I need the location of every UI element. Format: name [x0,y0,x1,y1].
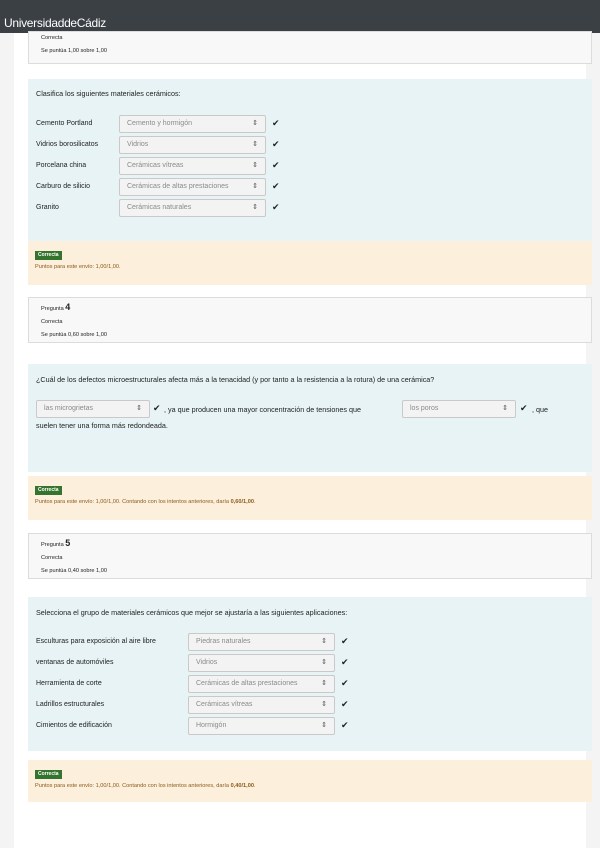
check-icon: ✔ [272,202,280,212]
match-row-label: Herramienta de corte [36,680,102,687]
check-icon: ✔ [520,403,528,413]
feedback-text: Puntos para este envío: 1,00/1,00. Contando con los intentos anteriores, daría 0,40/1,00. [35,783,256,789]
answer-select[interactable]: las microgrietas ⇕ [36,400,150,418]
question-3-feedback [28,241,592,285]
feedback-text: Puntos para este envío: 1,00/1,00. [35,264,121,270]
question-3-content [28,79,592,265]
answer-select[interactable]: Hormigón ⇕ [188,717,335,735]
question-text: , ya que producen una mayor concentración de tensiones que [164,405,361,414]
top-navbar [0,0,600,33]
answer-select[interactable]: Vidrios ⇕ [188,654,335,672]
university-logo[interactable]: UniversidaddeCádiz [4,16,106,30]
select-caret-icon: ⇕ [321,659,327,666]
question-score: Se puntúa 1,00 sobre 1,00 [41,48,107,54]
check-icon: ✔ [341,720,349,730]
question-number: Pregunta 5 [41,538,71,548]
question-4-prompt: ¿Cuál de los defectos microestructurales afecta más a la tenacidad (y por tanto a la resistencia a la rotura) de una cerámica? [36,375,435,384]
select-caret-icon: ⇕ [321,638,327,645]
quiz-review-page [14,33,586,848]
match-row-label: Ladrillos estructurales [36,701,105,708]
select-caret-icon: ⇕ [252,204,258,211]
check-icon: ✔ [341,678,349,688]
select-caret-icon: ⇕ [252,162,258,169]
match-row-label: Vidrios borosilicatos [36,141,99,148]
check-icon: ✔ [341,699,349,709]
select-caret-icon: ⇕ [321,701,327,708]
feedback-correct-badge: Correcta [35,251,62,260]
question-5-feedback [28,760,592,802]
answer-select[interactable]: Vidrios ⇕ [119,136,266,154]
check-icon: ✔ [341,636,349,646]
question-score: Se puntúa 0,40 sobre 1,00 [41,568,107,574]
select-caret-icon: ⇕ [252,120,258,127]
select-caret-icon: ⇕ [252,183,258,190]
answer-select[interactable]: Cemento y hormigón ⇕ [119,115,266,133]
select-caret-icon: ⇕ [321,722,327,729]
question-status: Correcta [41,555,63,561]
select-caret-icon: ⇕ [252,141,258,148]
question-text: , que [532,405,548,414]
match-row-label: ventanas de automóviles [36,659,114,666]
answer-select[interactable]: Cerámicas naturales ⇕ [119,199,266,217]
match-row-label: Granito [36,204,59,211]
question-status: Correcta [41,319,63,325]
answer-select[interactable]: Piedras naturales ⇕ [188,633,335,651]
feedback-text: Puntos para este envío: 1,00/1,00. Contando con los intentos anteriores, daría 0,60/1,00. [35,499,256,505]
check-icon: ✔ [272,160,280,170]
match-row-label: Carburo de silicio [36,183,91,190]
answer-select[interactable]: los poros ⇕ [402,400,516,418]
match-row-label: Cemento Portland [36,120,93,127]
check-icon: ✔ [153,403,161,413]
question-5-info [28,533,592,579]
question-3-prompt: Clasifica los siguientes materiales cerámicos: [36,89,181,98]
match-row-label: Esculturas para exposición al aire libre [36,638,156,645]
select-caret-icon: ⇕ [136,405,142,412]
answer-select[interactable]: Cerámicas vítreas ⇕ [119,157,266,175]
question-score: Se puntúa 0,60 sobre 1,00 [41,332,107,338]
answer-select[interactable]: Cerámicas de altas prestaciones ⇕ [188,675,335,693]
question-4-info [28,297,592,343]
feedback-score: 0,60/1,00 [230,499,254,505]
select-caret-icon: ⇕ [502,405,508,412]
match-row-label: Porcelana china [36,162,87,169]
answer-select[interactable]: Cerámicas vítreas ⇕ [188,696,335,714]
check-icon: ✔ [272,118,280,128]
check-icon: ✔ [341,657,349,667]
question-4-feedback [28,476,592,520]
question-3-info [28,31,592,64]
check-icon: ✔ [272,139,280,149]
question-text: suelen tener una forma más redondeada. [36,421,168,430]
select-caret-icon: ⇕ [321,680,327,687]
question-status: Correcta [41,35,63,41]
check-icon: ✔ [272,181,280,191]
question-5-prompt: Selecciona el grupo de materiales cerámicos que mejor se ajustaría a las siguientes aplicaciones: [36,608,348,617]
match-row-label: Cimientos de edificación [36,722,112,729]
question-number: Pregunta 4 [41,302,71,312]
feedback-correct-badge: Correcta [35,486,62,495]
answer-select[interactable]: Cerámicas de altas prestaciones ⇕ [119,178,266,196]
feedback-correct-badge: Correcta [35,770,62,779]
feedback-score: 0,40/1,00 [230,783,254,789]
